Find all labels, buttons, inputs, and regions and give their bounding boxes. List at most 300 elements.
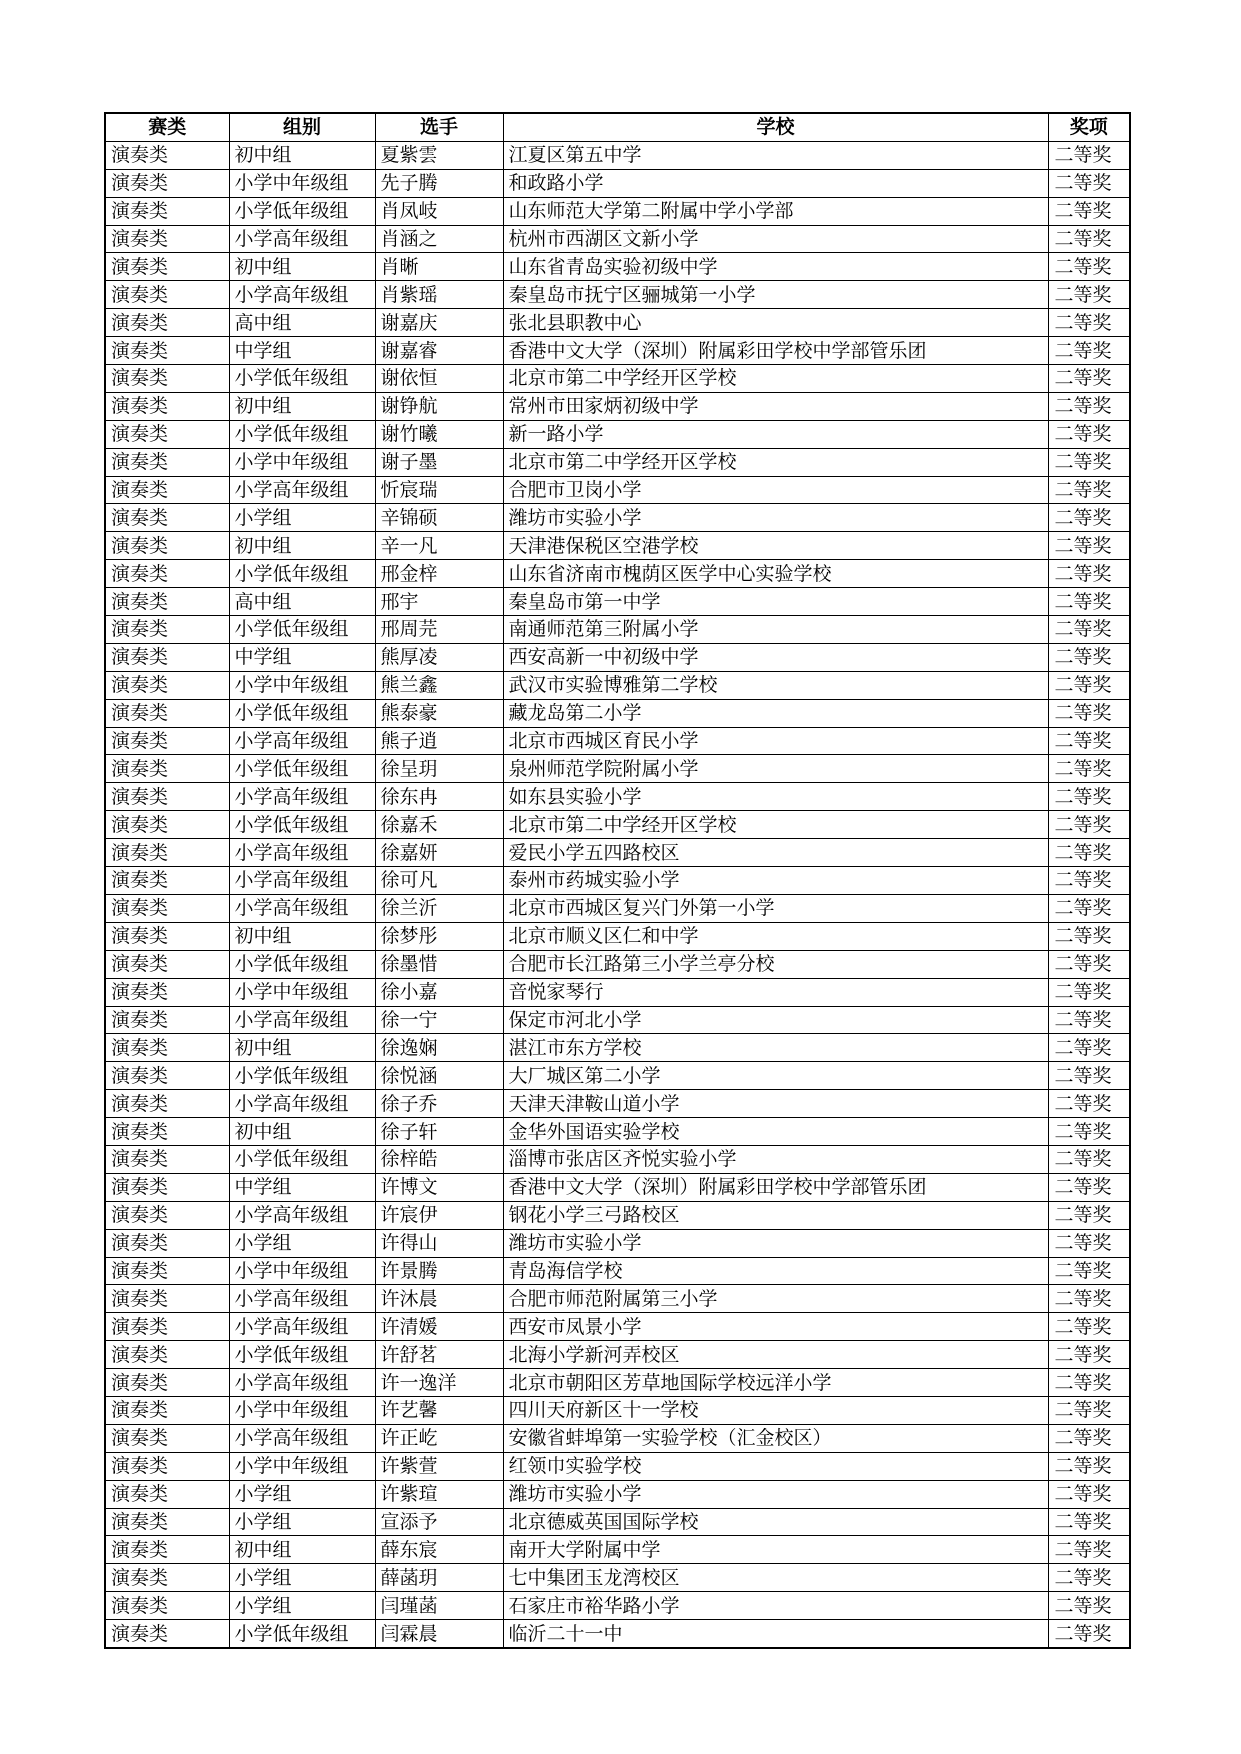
cell-contestant: 许一逸洋	[375, 1369, 503, 1397]
cell-category: 演奏类	[105, 1173, 229, 1201]
cell-award: 二等奖	[1048, 392, 1130, 420]
table-row	[105, 1536, 1130, 1564]
cell-contestant: 辛锦硕	[375, 504, 503, 532]
cell-award: 二等奖	[1048, 1173, 1130, 1201]
cell-school: 潍坊市实验小学	[503, 1229, 1048, 1257]
cell-contestant: 肖凤岐	[375, 197, 503, 225]
cell-category: 演奏类	[105, 1536, 229, 1564]
cell-award: 二等奖	[1048, 1508, 1130, 1536]
cell-award: 二等奖	[1048, 532, 1130, 560]
cell-award: 二等奖	[1048, 309, 1130, 337]
table-row	[105, 281, 1130, 309]
table-row	[105, 671, 1130, 699]
cell-school: 藏龙岛第二小学	[503, 699, 1048, 727]
cell-award: 二等奖	[1048, 1062, 1130, 1090]
cell-contestant: 许正屹	[375, 1424, 503, 1452]
cell-contestant: 许清媛	[375, 1313, 503, 1341]
cell-group: 小学中年级组	[229, 671, 375, 699]
cell-group: 小学中年级组	[229, 448, 375, 476]
cell-group: 小学组	[229, 504, 375, 532]
cell-category: 演奏类	[105, 476, 229, 504]
table-row	[105, 727, 1130, 755]
cell-contestant: 熊兰鑫	[375, 671, 503, 699]
cell-group: 初中组	[229, 141, 375, 169]
table-row	[105, 922, 1130, 950]
table-row	[105, 1034, 1130, 1062]
cell-contestant: 徐一宁	[375, 1006, 503, 1034]
cell-group: 小学组	[229, 1229, 375, 1257]
cell-award: 二等奖	[1048, 811, 1130, 839]
header-category: 赛类	[105, 113, 229, 141]
cell-group: 小学高年级组	[229, 1006, 375, 1034]
cell-group: 小学高年级组	[229, 1313, 375, 1341]
table-row	[105, 1341, 1130, 1369]
cell-school: 七中集团玉龙湾校区	[503, 1564, 1048, 1592]
cell-group: 小学组	[229, 1564, 375, 1592]
cell-group: 中学组	[229, 1173, 375, 1201]
cell-contestant: 薛菡玥	[375, 1564, 503, 1592]
table-row	[105, 1229, 1130, 1257]
cell-contestant: 徐子轩	[375, 1118, 503, 1146]
table-row	[105, 867, 1130, 895]
table-row	[105, 811, 1130, 839]
cell-contestant: 徐兰沂	[375, 894, 503, 922]
cell-award: 二等奖	[1048, 504, 1130, 532]
cell-school: 香港中文大学（深圳）附属彩田学校中学部管乐团	[503, 1173, 1048, 1201]
table-row	[105, 560, 1130, 588]
cell-award: 二等奖	[1048, 1452, 1130, 1480]
cell-contestant: 邢周芫	[375, 616, 503, 644]
table-row	[105, 699, 1130, 727]
cell-award: 二等奖	[1048, 922, 1130, 950]
cell-group: 小学高年级组	[229, 1369, 375, 1397]
cell-contestant: 许得山	[375, 1229, 503, 1257]
cell-contestant: 许景腾	[375, 1257, 503, 1285]
cell-contestant: 忻宸瑞	[375, 476, 503, 504]
cell-category: 演奏类	[105, 560, 229, 588]
table-row	[105, 950, 1130, 978]
cell-school: 泰州市药城实验小学	[503, 867, 1048, 895]
cell-award: 二等奖	[1048, 1006, 1130, 1034]
table-row	[105, 783, 1130, 811]
cell-award: 二等奖	[1048, 671, 1130, 699]
cell-category: 演奏类	[105, 1480, 229, 1508]
cell-group: 初中组	[229, 1118, 375, 1146]
cell-category: 演奏类	[105, 699, 229, 727]
cell-category: 演奏类	[105, 922, 229, 950]
cell-award: 二等奖	[1048, 1257, 1130, 1285]
cell-contestant: 熊子逍	[375, 727, 503, 755]
table-row	[105, 1062, 1130, 1090]
cell-category: 演奏类	[105, 894, 229, 922]
cell-school: 合肥市长江路第三小学兰亭分校	[503, 950, 1048, 978]
cell-school: 潍坊市实验小学	[503, 1480, 1048, 1508]
cell-category: 演奏类	[105, 281, 229, 309]
cell-group: 高中组	[229, 309, 375, 337]
table-body	[105, 141, 1130, 1648]
cell-category: 演奏类	[105, 141, 229, 169]
cell-award: 二等奖	[1048, 169, 1130, 197]
cell-school: 江夏区第五中学	[503, 141, 1048, 169]
cell-school: 秦皇岛市抚宁区骊城第一小学	[503, 281, 1048, 309]
cell-group: 小学中年级组	[229, 1396, 375, 1424]
cell-school: 合肥市卫岗小学	[503, 476, 1048, 504]
cell-school: 南通师范第三附属小学	[503, 616, 1048, 644]
table-row	[105, 1201, 1130, 1229]
table-row	[105, 1424, 1130, 1452]
cell-group: 中学组	[229, 337, 375, 365]
cell-group: 小学低年级组	[229, 1620, 375, 1648]
cell-contestant: 徐墨惜	[375, 950, 503, 978]
awards-table	[104, 112, 1131, 1649]
cell-school: 钢花小学三弓路校区	[503, 1201, 1048, 1229]
cell-school: 和政路小学	[503, 169, 1048, 197]
cell-category: 演奏类	[105, 1062, 229, 1090]
table-header	[105, 113, 1130, 141]
cell-school: 保定市河北小学	[503, 1006, 1048, 1034]
cell-group: 小学高年级组	[229, 225, 375, 253]
cell-category: 演奏类	[105, 309, 229, 337]
cell-contestant: 谢子墨	[375, 448, 503, 476]
cell-contestant: 先子腾	[375, 169, 503, 197]
cell-award: 二等奖	[1048, 588, 1130, 616]
cell-group: 小学中年级组	[229, 169, 375, 197]
cell-award: 二等奖	[1048, 727, 1130, 755]
cell-group: 高中组	[229, 588, 375, 616]
cell-category: 演奏类	[105, 1201, 229, 1229]
cell-school: 北京市第二中学经开区学校	[503, 811, 1048, 839]
cell-school: 北海小学新河弄校区	[503, 1341, 1048, 1369]
cell-school: 秦皇岛市第一中学	[503, 588, 1048, 616]
cell-group: 小学高年级组	[229, 476, 375, 504]
cell-award: 二等奖	[1048, 978, 1130, 1006]
cell-category: 演奏类	[105, 1508, 229, 1536]
cell-contestant: 闫霖晨	[375, 1620, 503, 1648]
cell-award: 二等奖	[1048, 643, 1130, 671]
cell-group: 小学低年级组	[229, 197, 375, 225]
cell-award: 二等奖	[1048, 197, 1130, 225]
cell-school: 张北县职教中心	[503, 309, 1048, 337]
cell-category: 演奏类	[105, 169, 229, 197]
cell-category: 演奏类	[105, 337, 229, 365]
cell-award: 二等奖	[1048, 1145, 1130, 1173]
table-row	[105, 588, 1130, 616]
cell-group: 小学高年级组	[229, 727, 375, 755]
cell-group: 初中组	[229, 922, 375, 950]
cell-school: 北京市顺义区仁和中学	[503, 922, 1048, 950]
cell-award: 二等奖	[1048, 476, 1130, 504]
cell-award: 二等奖	[1048, 225, 1130, 253]
cell-award: 二等奖	[1048, 1285, 1130, 1313]
cell-school: 新一路小学	[503, 420, 1048, 448]
cell-school: 天津天津鞍山道小学	[503, 1090, 1048, 1118]
cell-category: 演奏类	[105, 867, 229, 895]
cell-school: 湛江市东方学校	[503, 1034, 1048, 1062]
cell-award: 二等奖	[1048, 1229, 1130, 1257]
cell-school: 北京市第二中学经开区学校	[503, 448, 1048, 476]
table-row	[105, 169, 1130, 197]
cell-contestant: 徐子乔	[375, 1090, 503, 1118]
cell-contestant: 谢铮航	[375, 392, 503, 420]
cell-group: 小学组	[229, 1592, 375, 1620]
table-row	[105, 225, 1130, 253]
cell-category: 演奏类	[105, 1145, 229, 1173]
table-row	[105, 532, 1130, 560]
cell-category: 演奏类	[105, 978, 229, 1006]
cell-group: 小学低年级组	[229, 811, 375, 839]
cell-group: 小学高年级组	[229, 1201, 375, 1229]
cell-contestant: 徐梓皓	[375, 1145, 503, 1173]
cell-group: 小学低年级组	[229, 560, 375, 588]
cell-contestant: 徐可凡	[375, 867, 503, 895]
cell-school: 山东省青岛实验初级中学	[503, 253, 1048, 281]
cell-school: 北京市朝阳区芳草地国际学校远洋小学	[503, 1369, 1048, 1397]
cell-school: 西安市凤景小学	[503, 1313, 1048, 1341]
table-row	[105, 1480, 1130, 1508]
cell-award: 二等奖	[1048, 1201, 1130, 1229]
cell-school: 大厂城区第二小学	[503, 1062, 1048, 1090]
cell-contestant: 谢嘉庆	[375, 309, 503, 337]
cell-award: 二等奖	[1048, 1620, 1130, 1648]
cell-group: 小学低年级组	[229, 755, 375, 783]
table-row	[105, 978, 1130, 1006]
table-row	[105, 309, 1130, 337]
cell-category: 演奏类	[105, 225, 229, 253]
cell-category: 演奏类	[105, 811, 229, 839]
cell-category: 演奏类	[105, 365, 229, 393]
cell-category: 演奏类	[105, 1257, 229, 1285]
cell-award: 二等奖	[1048, 281, 1130, 309]
cell-award: 二等奖	[1048, 1369, 1130, 1397]
cell-group: 小学低年级组	[229, 616, 375, 644]
cell-school: 金华外国语实验学校	[503, 1118, 1048, 1146]
cell-school: 石家庄市裕华路小学	[503, 1592, 1048, 1620]
header-row	[105, 113, 1130, 141]
cell-group: 初中组	[229, 253, 375, 281]
cell-group: 小学组	[229, 1480, 375, 1508]
cell-group: 初中组	[229, 1536, 375, 1564]
cell-contestant: 谢竹曦	[375, 420, 503, 448]
table-row	[105, 1285, 1130, 1313]
table-row	[105, 197, 1130, 225]
header-contestant: 选手	[375, 113, 503, 141]
cell-category: 演奏类	[105, 755, 229, 783]
cell-contestant: 宣添予	[375, 1508, 503, 1536]
cell-award: 二等奖	[1048, 1034, 1130, 1062]
cell-category: 演奏类	[105, 783, 229, 811]
cell-category: 演奏类	[105, 1620, 229, 1648]
cell-category: 演奏类	[105, 727, 229, 755]
cell-award: 二等奖	[1048, 699, 1130, 727]
cell-award: 二等奖	[1048, 337, 1130, 365]
cell-contestant: 邢宇	[375, 588, 503, 616]
cell-contestant: 徐小嘉	[375, 978, 503, 1006]
cell-contestant: 肖涵之	[375, 225, 503, 253]
cell-category: 演奏类	[105, 1424, 229, 1452]
table-row	[105, 420, 1130, 448]
cell-category: 演奏类	[105, 616, 229, 644]
cell-contestant: 熊泰豪	[375, 699, 503, 727]
table-row	[105, 616, 1130, 644]
cell-group: 小学高年级组	[229, 894, 375, 922]
table-row	[105, 1313, 1130, 1341]
cell-award: 二等奖	[1048, 253, 1130, 281]
cell-category: 演奏类	[105, 504, 229, 532]
cell-group: 小学高年级组	[229, 281, 375, 309]
cell-school: 音悦家琴行	[503, 978, 1048, 1006]
table-row	[105, 504, 1130, 532]
table-row	[105, 1592, 1130, 1620]
cell-category: 演奏类	[105, 197, 229, 225]
cell-award: 二等奖	[1048, 141, 1130, 169]
cell-contestant: 闫瑾菡	[375, 1592, 503, 1620]
cell-group: 初中组	[229, 1034, 375, 1062]
cell-award: 二等奖	[1048, 894, 1130, 922]
table-row	[105, 643, 1130, 671]
table-row	[105, 1508, 1130, 1536]
cell-category: 演奏类	[105, 420, 229, 448]
cell-contestant: 许舒茗	[375, 1341, 503, 1369]
cell-school: 北京市西城区复兴门外第一小学	[503, 894, 1048, 922]
header-group: 组别	[229, 113, 375, 141]
cell-category: 演奏类	[105, 1034, 229, 1062]
table-row	[105, 392, 1130, 420]
cell-award: 二等奖	[1048, 1313, 1130, 1341]
cell-contestant: 徐东冉	[375, 783, 503, 811]
cell-category: 演奏类	[105, 671, 229, 699]
cell-school: 红领巾实验学校	[503, 1452, 1048, 1480]
cell-contestant: 徐嘉妍	[375, 839, 503, 867]
table-row	[105, 476, 1130, 504]
cell-school: 如东县实验小学	[503, 783, 1048, 811]
cell-contestant: 肖紫瑶	[375, 281, 503, 309]
table-row	[105, 365, 1130, 393]
table-row	[105, 1396, 1130, 1424]
table-row	[105, 1564, 1130, 1592]
cell-contestant: 许紫萱	[375, 1452, 503, 1480]
cell-contestant: 徐逸娴	[375, 1034, 503, 1062]
table-row	[105, 1090, 1130, 1118]
cell-group: 小学高年级组	[229, 1090, 375, 1118]
table-row	[105, 894, 1130, 922]
cell-group: 小学中年级组	[229, 1257, 375, 1285]
cell-school: 安徽省蚌埠第一实验学校（汇金校区）	[503, 1424, 1048, 1452]
cell-school: 四川天府新区十一学校	[503, 1396, 1048, 1424]
table-row	[105, 141, 1130, 169]
cell-school: 爱民小学五四路校区	[503, 839, 1048, 867]
cell-group: 小学中年级组	[229, 1452, 375, 1480]
cell-award: 二等奖	[1048, 616, 1130, 644]
cell-award: 二等奖	[1048, 1396, 1130, 1424]
cell-award: 二等奖	[1048, 1564, 1130, 1592]
cell-category: 演奏类	[105, 448, 229, 476]
cell-category: 演奏类	[105, 1229, 229, 1257]
cell-school: 常州市田家炳初级中学	[503, 392, 1048, 420]
cell-group: 小学低年级组	[229, 699, 375, 727]
cell-contestant: 薛东宸	[375, 1536, 503, 1564]
cell-group: 小学低年级组	[229, 1145, 375, 1173]
cell-group: 小学低年级组	[229, 1062, 375, 1090]
table-row	[105, 755, 1130, 783]
cell-contestant: 辛一凡	[375, 532, 503, 560]
cell-group: 小学低年级组	[229, 365, 375, 393]
cell-school: 淄博市张店区齐悦实验小学	[503, 1145, 1048, 1173]
cell-category: 演奏类	[105, 1396, 229, 1424]
cell-school: 南开大学附属中学	[503, 1536, 1048, 1564]
cell-category: 演奏类	[105, 1313, 229, 1341]
cell-category: 演奏类	[105, 1118, 229, 1146]
table-row	[105, 1369, 1130, 1397]
cell-category: 演奏类	[105, 1452, 229, 1480]
cell-category: 演奏类	[105, 1006, 229, 1034]
cell-category: 演奏类	[105, 588, 229, 616]
cell-group: 初中组	[229, 532, 375, 560]
cell-category: 演奏类	[105, 950, 229, 978]
cell-school: 北京市第二中学经开区学校	[503, 365, 1048, 393]
cell-category: 演奏类	[105, 253, 229, 281]
cell-school: 北京德威英国国际学校	[503, 1508, 1048, 1536]
header-school: 学校	[503, 113, 1048, 141]
cell-award: 二等奖	[1048, 950, 1130, 978]
cell-category: 演奏类	[105, 1592, 229, 1620]
header-award: 奖项	[1048, 113, 1130, 141]
cell-group: 小学低年级组	[229, 420, 375, 448]
cell-group: 小学高年级组	[229, 1424, 375, 1452]
cell-contestant: 肖晰	[375, 253, 503, 281]
table-row	[105, 1118, 1130, 1146]
cell-contestant: 许博文	[375, 1173, 503, 1201]
cell-contestant: 谢依恒	[375, 365, 503, 393]
cell-group: 小学高年级组	[229, 867, 375, 895]
cell-award: 二等奖	[1048, 1480, 1130, 1508]
cell-contestant: 邢金梓	[375, 560, 503, 588]
cell-school: 香港中文大学（深圳）附属彩田学校中学部管乐团	[503, 337, 1048, 365]
cell-category: 演奏类	[105, 839, 229, 867]
cell-group: 小学低年级组	[229, 950, 375, 978]
cell-contestant: 徐悦涵	[375, 1062, 503, 1090]
table-row	[105, 1452, 1130, 1480]
cell-award: 二等奖	[1048, 755, 1130, 783]
cell-category: 演奏类	[105, 1341, 229, 1369]
cell-group: 小学高年级组	[229, 783, 375, 811]
cell-group: 初中组	[229, 392, 375, 420]
cell-category: 演奏类	[105, 392, 229, 420]
cell-award: 二等奖	[1048, 365, 1130, 393]
table-row	[105, 1620, 1130, 1648]
table-row	[105, 1257, 1130, 1285]
table-row	[105, 1173, 1130, 1201]
cell-award: 二等奖	[1048, 448, 1130, 476]
cell-group: 小学低年级组	[229, 1341, 375, 1369]
table-row	[105, 253, 1130, 281]
cell-school: 临沂二十一中	[503, 1620, 1048, 1648]
cell-school: 杭州市西湖区文新小学	[503, 225, 1048, 253]
cell-award: 二等奖	[1048, 1090, 1130, 1118]
cell-contestant: 许宸伊	[375, 1201, 503, 1229]
cell-category: 演奏类	[105, 643, 229, 671]
table-row	[105, 839, 1130, 867]
cell-school: 潍坊市实验小学	[503, 504, 1048, 532]
cell-award: 二等奖	[1048, 1536, 1130, 1564]
cell-award: 二等奖	[1048, 560, 1130, 588]
cell-school: 天津港保税区空港学校	[503, 532, 1048, 560]
cell-group: 小学组	[229, 1508, 375, 1536]
cell-contestant: 许紫瑄	[375, 1480, 503, 1508]
cell-award: 二等奖	[1048, 783, 1130, 811]
cell-award: 二等奖	[1048, 867, 1130, 895]
cell-group: 小学高年级组	[229, 839, 375, 867]
cell-school: 泉州师范学院附属小学	[503, 755, 1048, 783]
